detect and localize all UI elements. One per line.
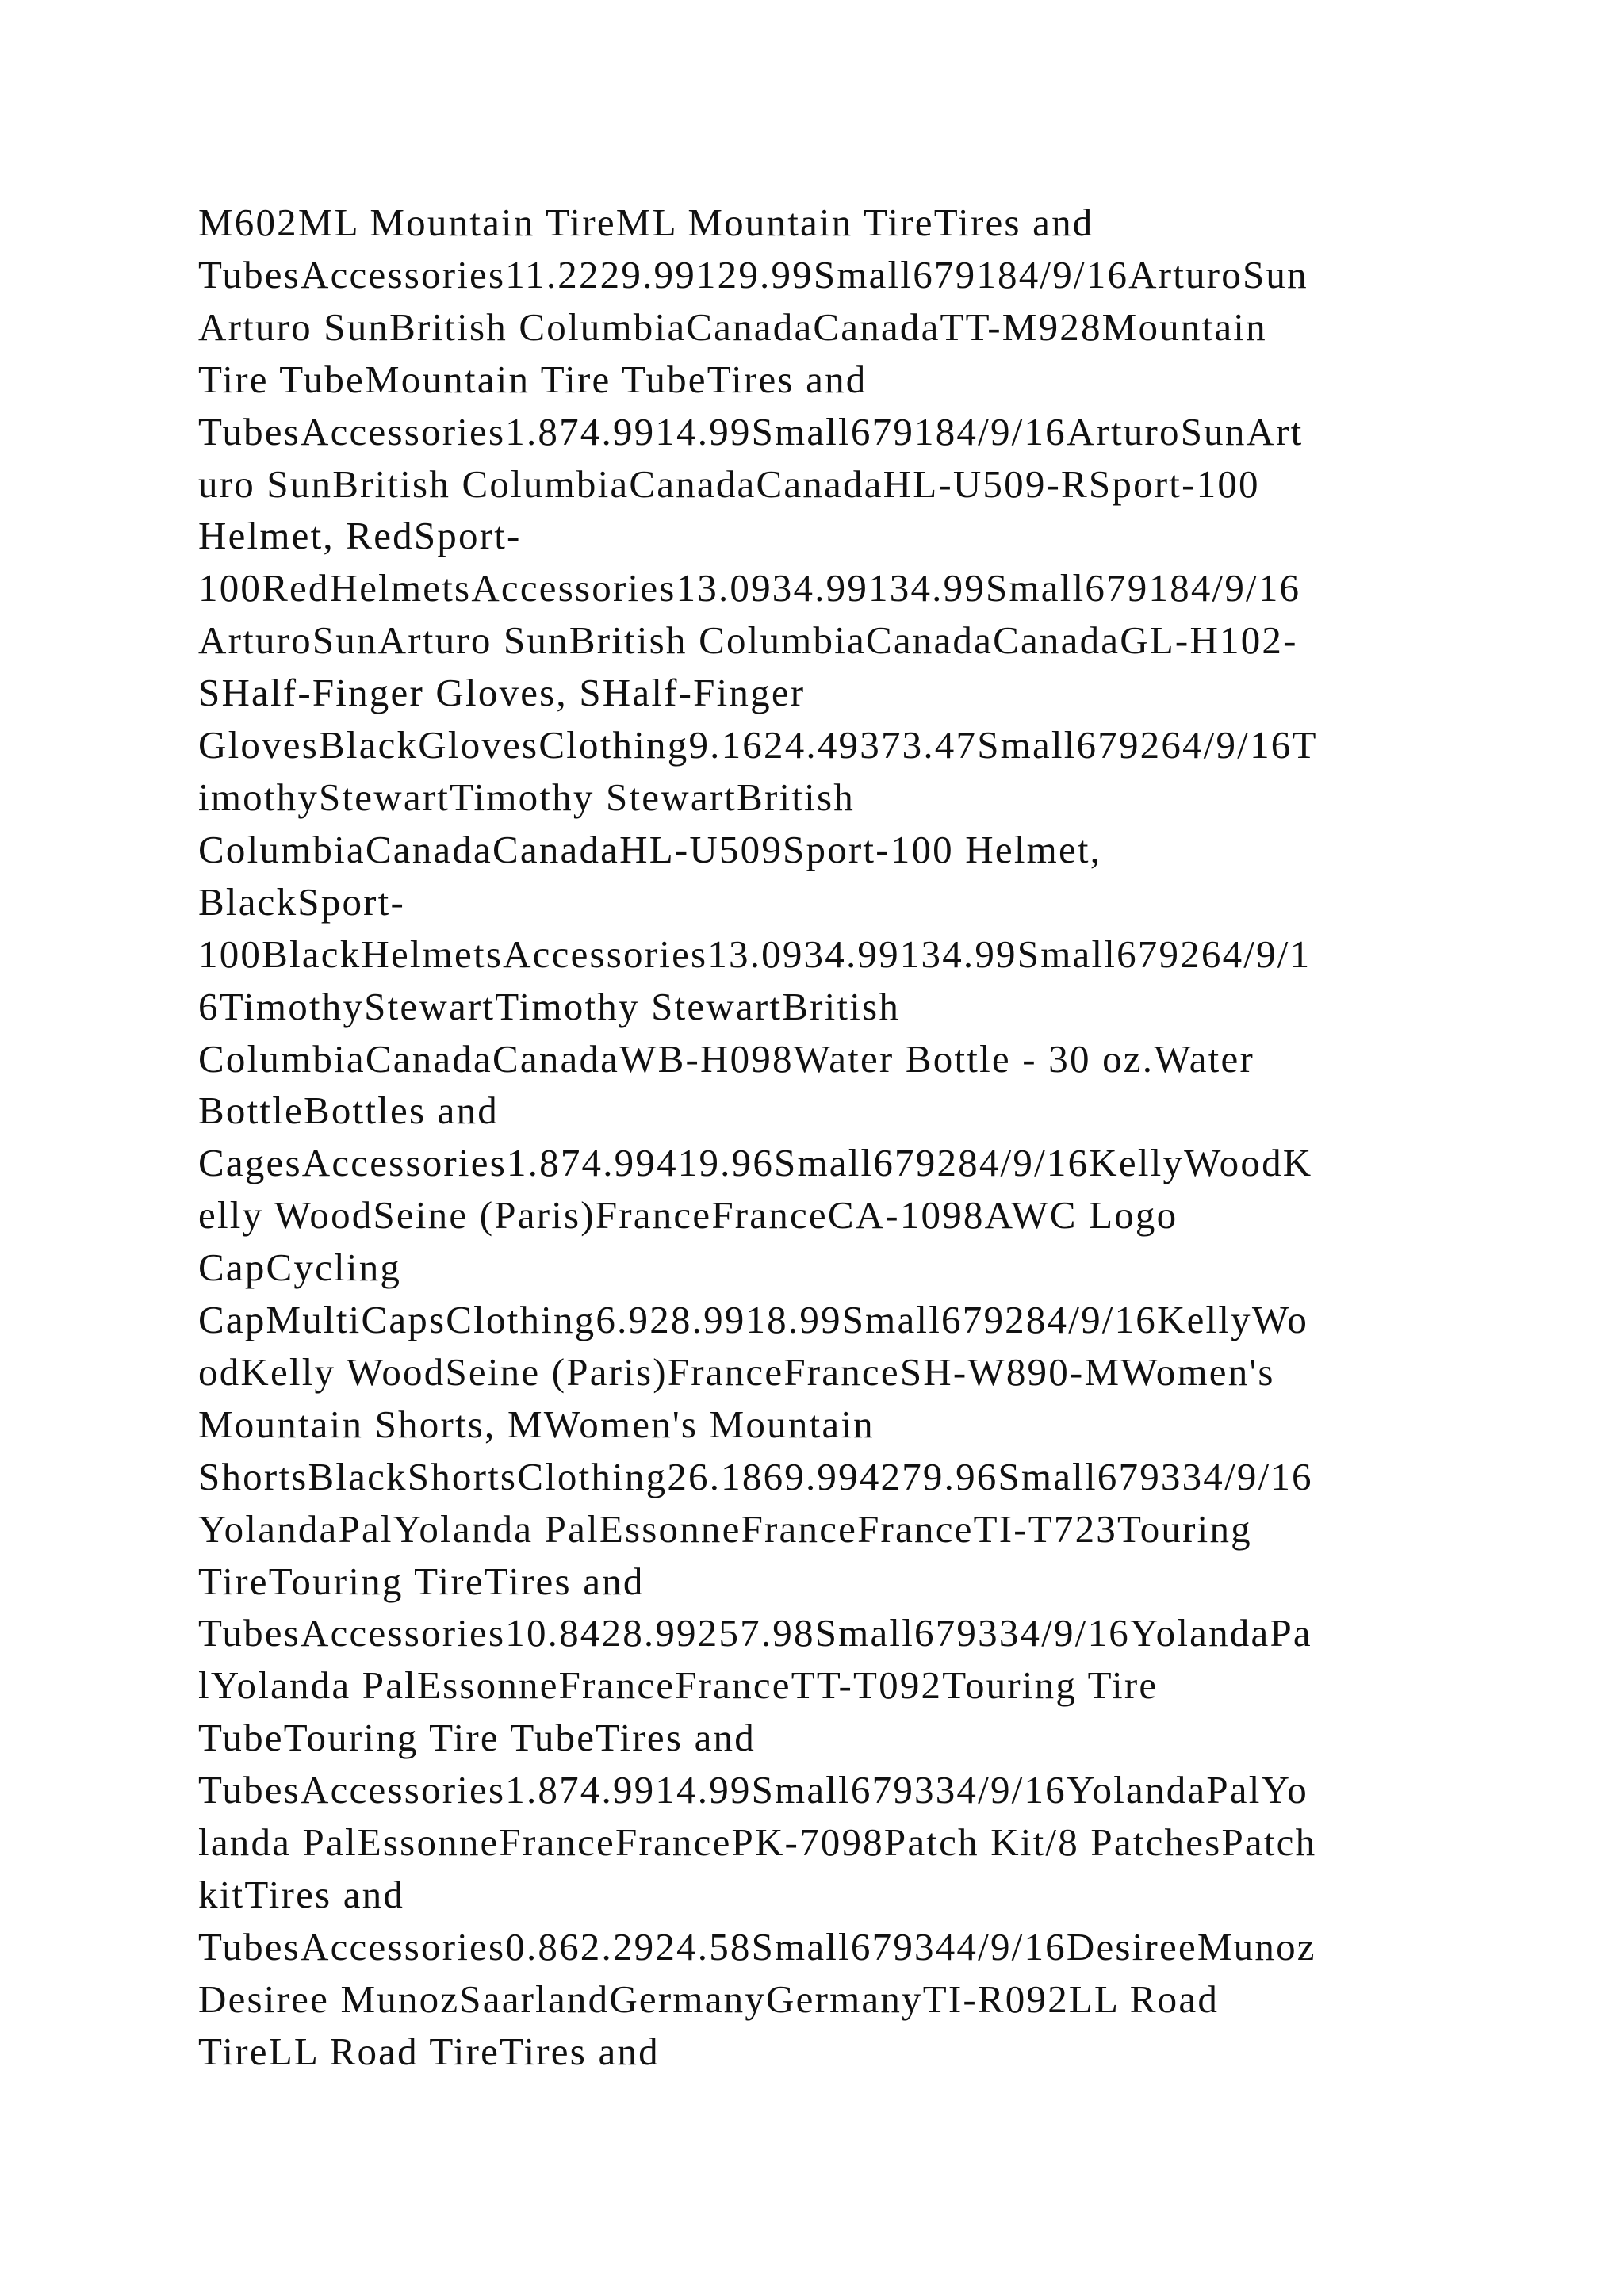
text-line: 6TimothyStewartTimothy StewartBritish <box>198 984 901 1028</box>
text-line: lYolanda PalEssonneFranceFranceTT-T092Touring Tire <box>198 1663 1159 1708</box>
text-line: CapMultiCapsClothing6.928.9918.99Small679284/9/16KellyWo <box>198 1298 1309 1342</box>
text-line: Desiree MunozSaarlandGermanyGermanyTI-R092LL Road <box>198 1976 1220 2021</box>
text-line: odKelly WoodSeine (Paris)FranceFranceSH-W890-MWomen's <box>198 1349 1275 1394</box>
text-line: TubesAccessories10.8428.99257.98Small679334/9/16YolandaPa <box>198 1611 1312 1655</box>
text-line: TubesAccessories1.874.9914.99Small679184/9/16ArturoSunArt <box>198 409 1304 453</box>
text-line: kitTires and <box>198 1873 405 1916</box>
text-line: TubeTouring Tire TubeTires and <box>198 1716 756 1760</box>
text-line: CapCycling <box>198 1246 402 1290</box>
text-line: ColumbiaCanadaCanadaHL-U509Sport-100 Helmet, <box>198 827 1102 871</box>
text-line: BottleBottles and <box>198 1089 500 1133</box>
document-body-text <box>198 197 1435 2078</box>
text-line: SHalf-Finger Gloves, SHalf-Finger <box>198 671 806 715</box>
text-line: Tire TubeMountain Tire TubeTires and <box>198 357 868 401</box>
text-line: GlovesBlackGlovesClothing9.1624.49373.47Small679264/9/16T <box>198 723 1318 767</box>
text-line: ArturoSunArturo SunBritish ColumbiaCanadaCanadaGL-H102- <box>198 618 1298 663</box>
text-line: TubesAccessories1.874.9914.99Small679334/9/16YolandaPalYo <box>198 1768 1308 1812</box>
text-line: Helmet, RedSport- <box>198 514 522 558</box>
text-line: CagesAccessories1.874.99419.96Small679284/9/16KellyWoodK <box>198 1141 1313 1185</box>
text-line: landa PalEssonneFranceFrancePK-7098Patch Kit/8 PatchesPatch <box>198 1820 1317 1865</box>
text-line: Mountain Shorts, MWomen's Mountain <box>198 1402 875 1446</box>
text-line: uro SunBritish ColumbiaCanadaCanadaHL-U509-RSport-100 <box>198 461 1260 506</box>
text-line: TireLL Road TireTires and <box>198 2029 660 2073</box>
text-line: M602ML Mountain TireML Mountain TireTires and <box>198 201 1094 244</box>
text-line: ColumbiaCanadaCanadaWB-H098Water Bottle - 30 oz.Water <box>198 1036 1254 1081</box>
text-line: 100BlackHelmetsAccessories13.0934.99134.99Small679264/9/1 <box>198 932 1312 976</box>
text-line: imothyStewartTimothy StewartBritish <box>198 775 855 819</box>
text-line: 100RedHelmetsAccessories13.0934.99134.99Small679184/9/16 <box>198 566 1301 610</box>
text-line: TubesAccessories0.862.2924.58Small679344/9/16DesireeMunoz <box>198 1924 1316 1969</box>
text-line: TireTouring TireTires and <box>198 1559 645 1603</box>
text-line: Arturo SunBritish ColumbiaCanadaCanadaTT-M928Mountain <box>198 304 1267 349</box>
text-line: ShortsBlackShortsClothing26.1869.994279.96Small679334/9/16 <box>198 1454 1313 1498</box>
text-line: TubesAccessories11.2229.99129.99Small679184/9/16ArturoSun <box>198 252 1308 297</box>
text-line: BlackSport- <box>198 879 405 924</box>
text-line: elly WoodSeine (Paris)FranceFranceCA-1098AWC Logo <box>198 1193 1178 1238</box>
text-line: YolandaPalYolanda PalEssonneFranceFranceTI-T723Touring <box>198 1506 1252 1551</box>
